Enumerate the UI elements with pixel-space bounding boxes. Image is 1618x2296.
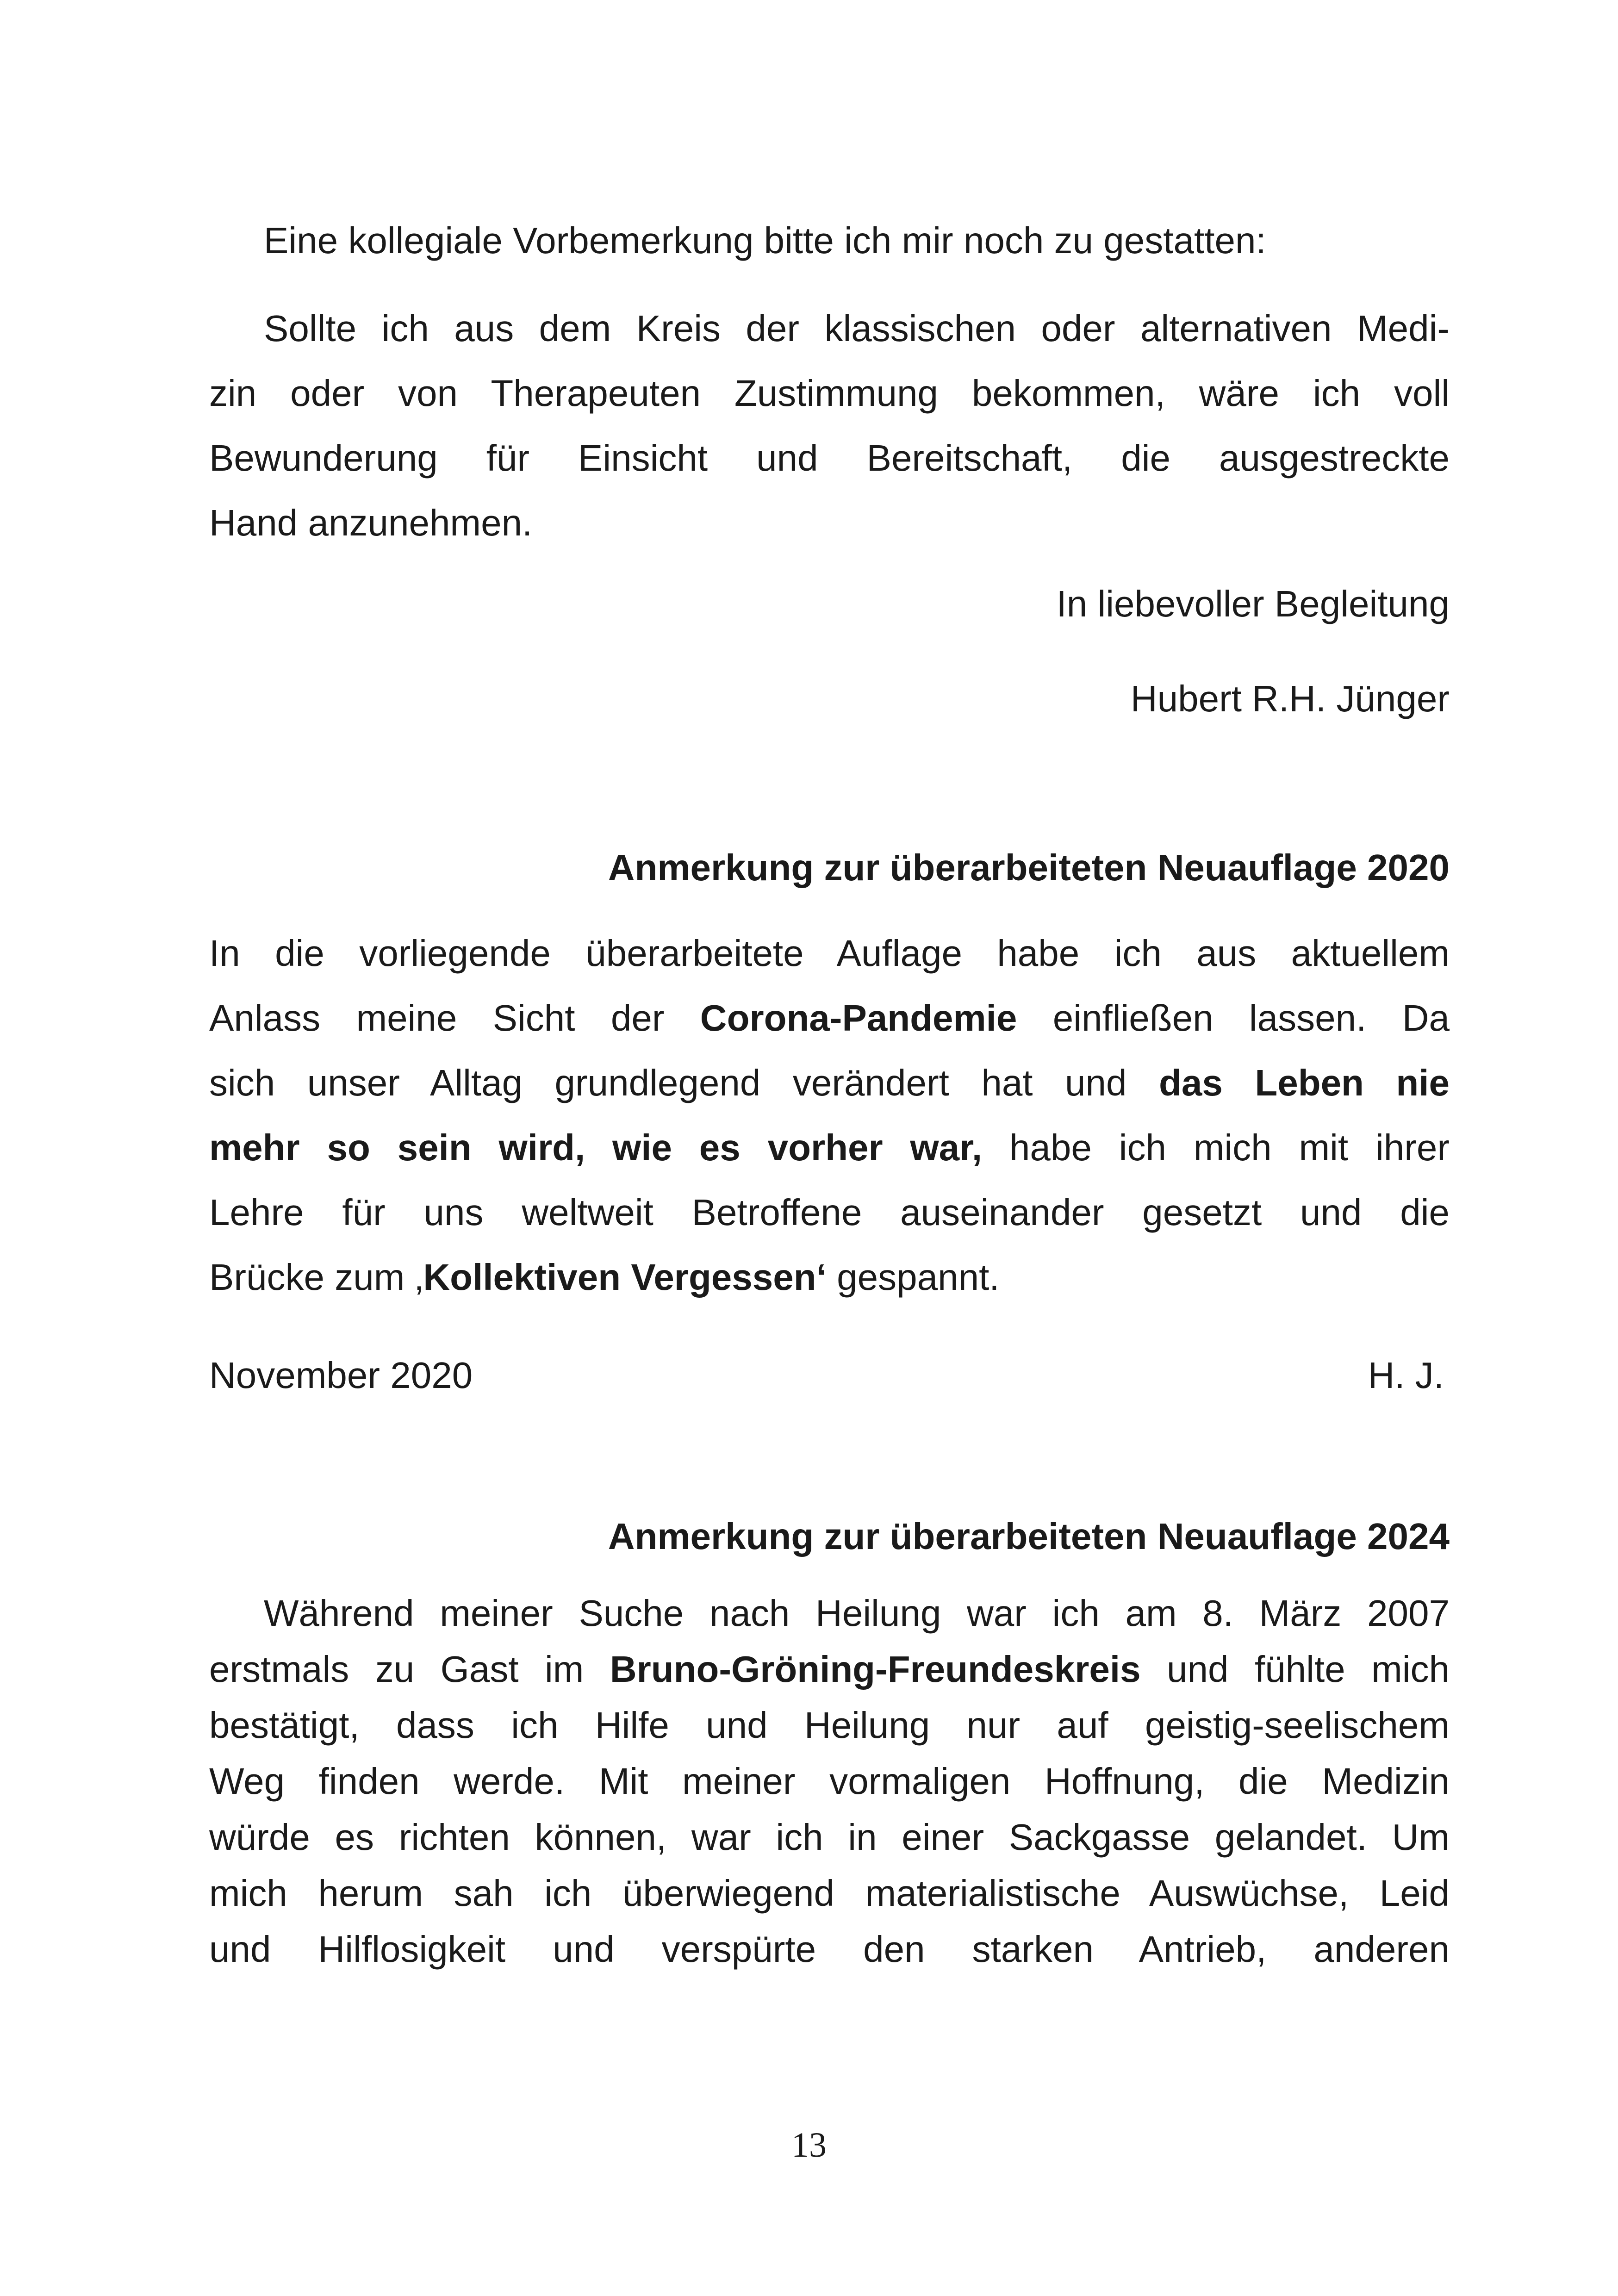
foreword-line-4: Hand anzunehmen. (209, 502, 533, 543)
foreword-intro-line: Eine kollegiale Vorbemerkung bitte ich mir noch zu gestatten: (264, 220, 1266, 261)
note-2020-line-3 (209, 1051, 1450, 1115)
note-2024-line-7: und Hilflosigkeit und verspürte den starken Antrieb, anderen (209, 1929, 1450, 1970)
note-2020-line-6 (209, 1245, 1450, 1310)
closing-phrase: In liebevoller Begleitung (1056, 583, 1450, 624)
heading-2020: Anmerkung zur überarbeiteten Neuauflage 2020 (608, 847, 1450, 888)
page-number: 13 (791, 2126, 827, 2165)
foreword-line-1: Sollte ich aus dem Kreis der klassischen oder alternativen Medi- (264, 308, 1450, 349)
note-2020-text: gespannt. (837, 1257, 1000, 1298)
note-2024-line-3: bestätigt, dass ich Hilfe und Heilung nur auf geistig-seelischem (209, 1705, 1450, 1746)
note-2020-paragraph (209, 921, 1450, 1310)
note-initials: H. J. (1368, 1355, 1444, 1396)
note-date: November 2020 (209, 1355, 473, 1396)
note-2024-line-4: Weg finden werde. Mit meiner vormaligen Hoffnung, die Medizin (209, 1761, 1450, 1802)
note-2024-bold: Bruno-Gröning-Freundeskreis (610, 1649, 1141, 1690)
foreword-intro (209, 208, 1504, 273)
note-2020-text: habe ich mich mit ihrer (1009, 1127, 1450, 1168)
note-2024-text: erstmals zu Gast im (209, 1649, 584, 1690)
note-2024-text: und fühlte mich (1167, 1649, 1450, 1690)
note-2024-line-2 (209, 1641, 1450, 1697)
heading-2024: Anmerkung zur überarbeiteten Neuauflage 2024 (608, 1516, 1450, 1557)
foreword-line-2: zin oder von Therapeuten Zustimmung bekommen, wäre ich voll (209, 373, 1450, 414)
note-2020-bold: das Leben nie (1159, 1062, 1450, 1103)
note-2024-line-5: würde es richten können, war ich in einer Sackgasse gelandet. Um (209, 1817, 1450, 1858)
note-2020-text: Brücke zum ‚ (209, 1257, 423, 1298)
note-2020-line-1: In die vorliegende überarbeitete Auflage habe ich aus aktuellem (209, 933, 1450, 974)
author-name: Hubert R.H. Jünger (1130, 678, 1450, 719)
note-2020-line-5: Lehre für uns weltweit Betroffene auseinander gesetzt und die (209, 1192, 1450, 1233)
note-2020-text: einfließen lassen. Da (1052, 997, 1450, 1039)
note-2020-bold: mehr so sein wird, wie es vorher war, (209, 1127, 983, 1168)
note-2020-text: sich unser Alltag grundlegend verändert hat und (209, 1062, 1127, 1103)
note-2020-line-4 (209, 1115, 1450, 1180)
note-2024-line-1: Während meiner Suche nach Heilung war ich am 8. März 2007 (264, 1593, 1450, 1634)
foreword-line-3: Bewunderung für Einsicht und Bereitschaft, die ausgestreckte (209, 437, 1450, 479)
note-2020-bold: Kollektiven Vergessen‘ (423, 1257, 827, 1298)
note-2024-paragraph (209, 1585, 1450, 1977)
note-2020-bold: Corona-Pandemie (700, 997, 1017, 1039)
note-2020-text: Anlass meine Sicht der (209, 997, 665, 1039)
note-2024-line-6: mich herum sah ich überwiegend materialistische Auswüchse, Leid (209, 1873, 1450, 1914)
dateline (209, 1343, 1450, 1408)
note-2020-line-2 (209, 986, 1450, 1051)
foreword-paragraph (209, 296, 1450, 555)
